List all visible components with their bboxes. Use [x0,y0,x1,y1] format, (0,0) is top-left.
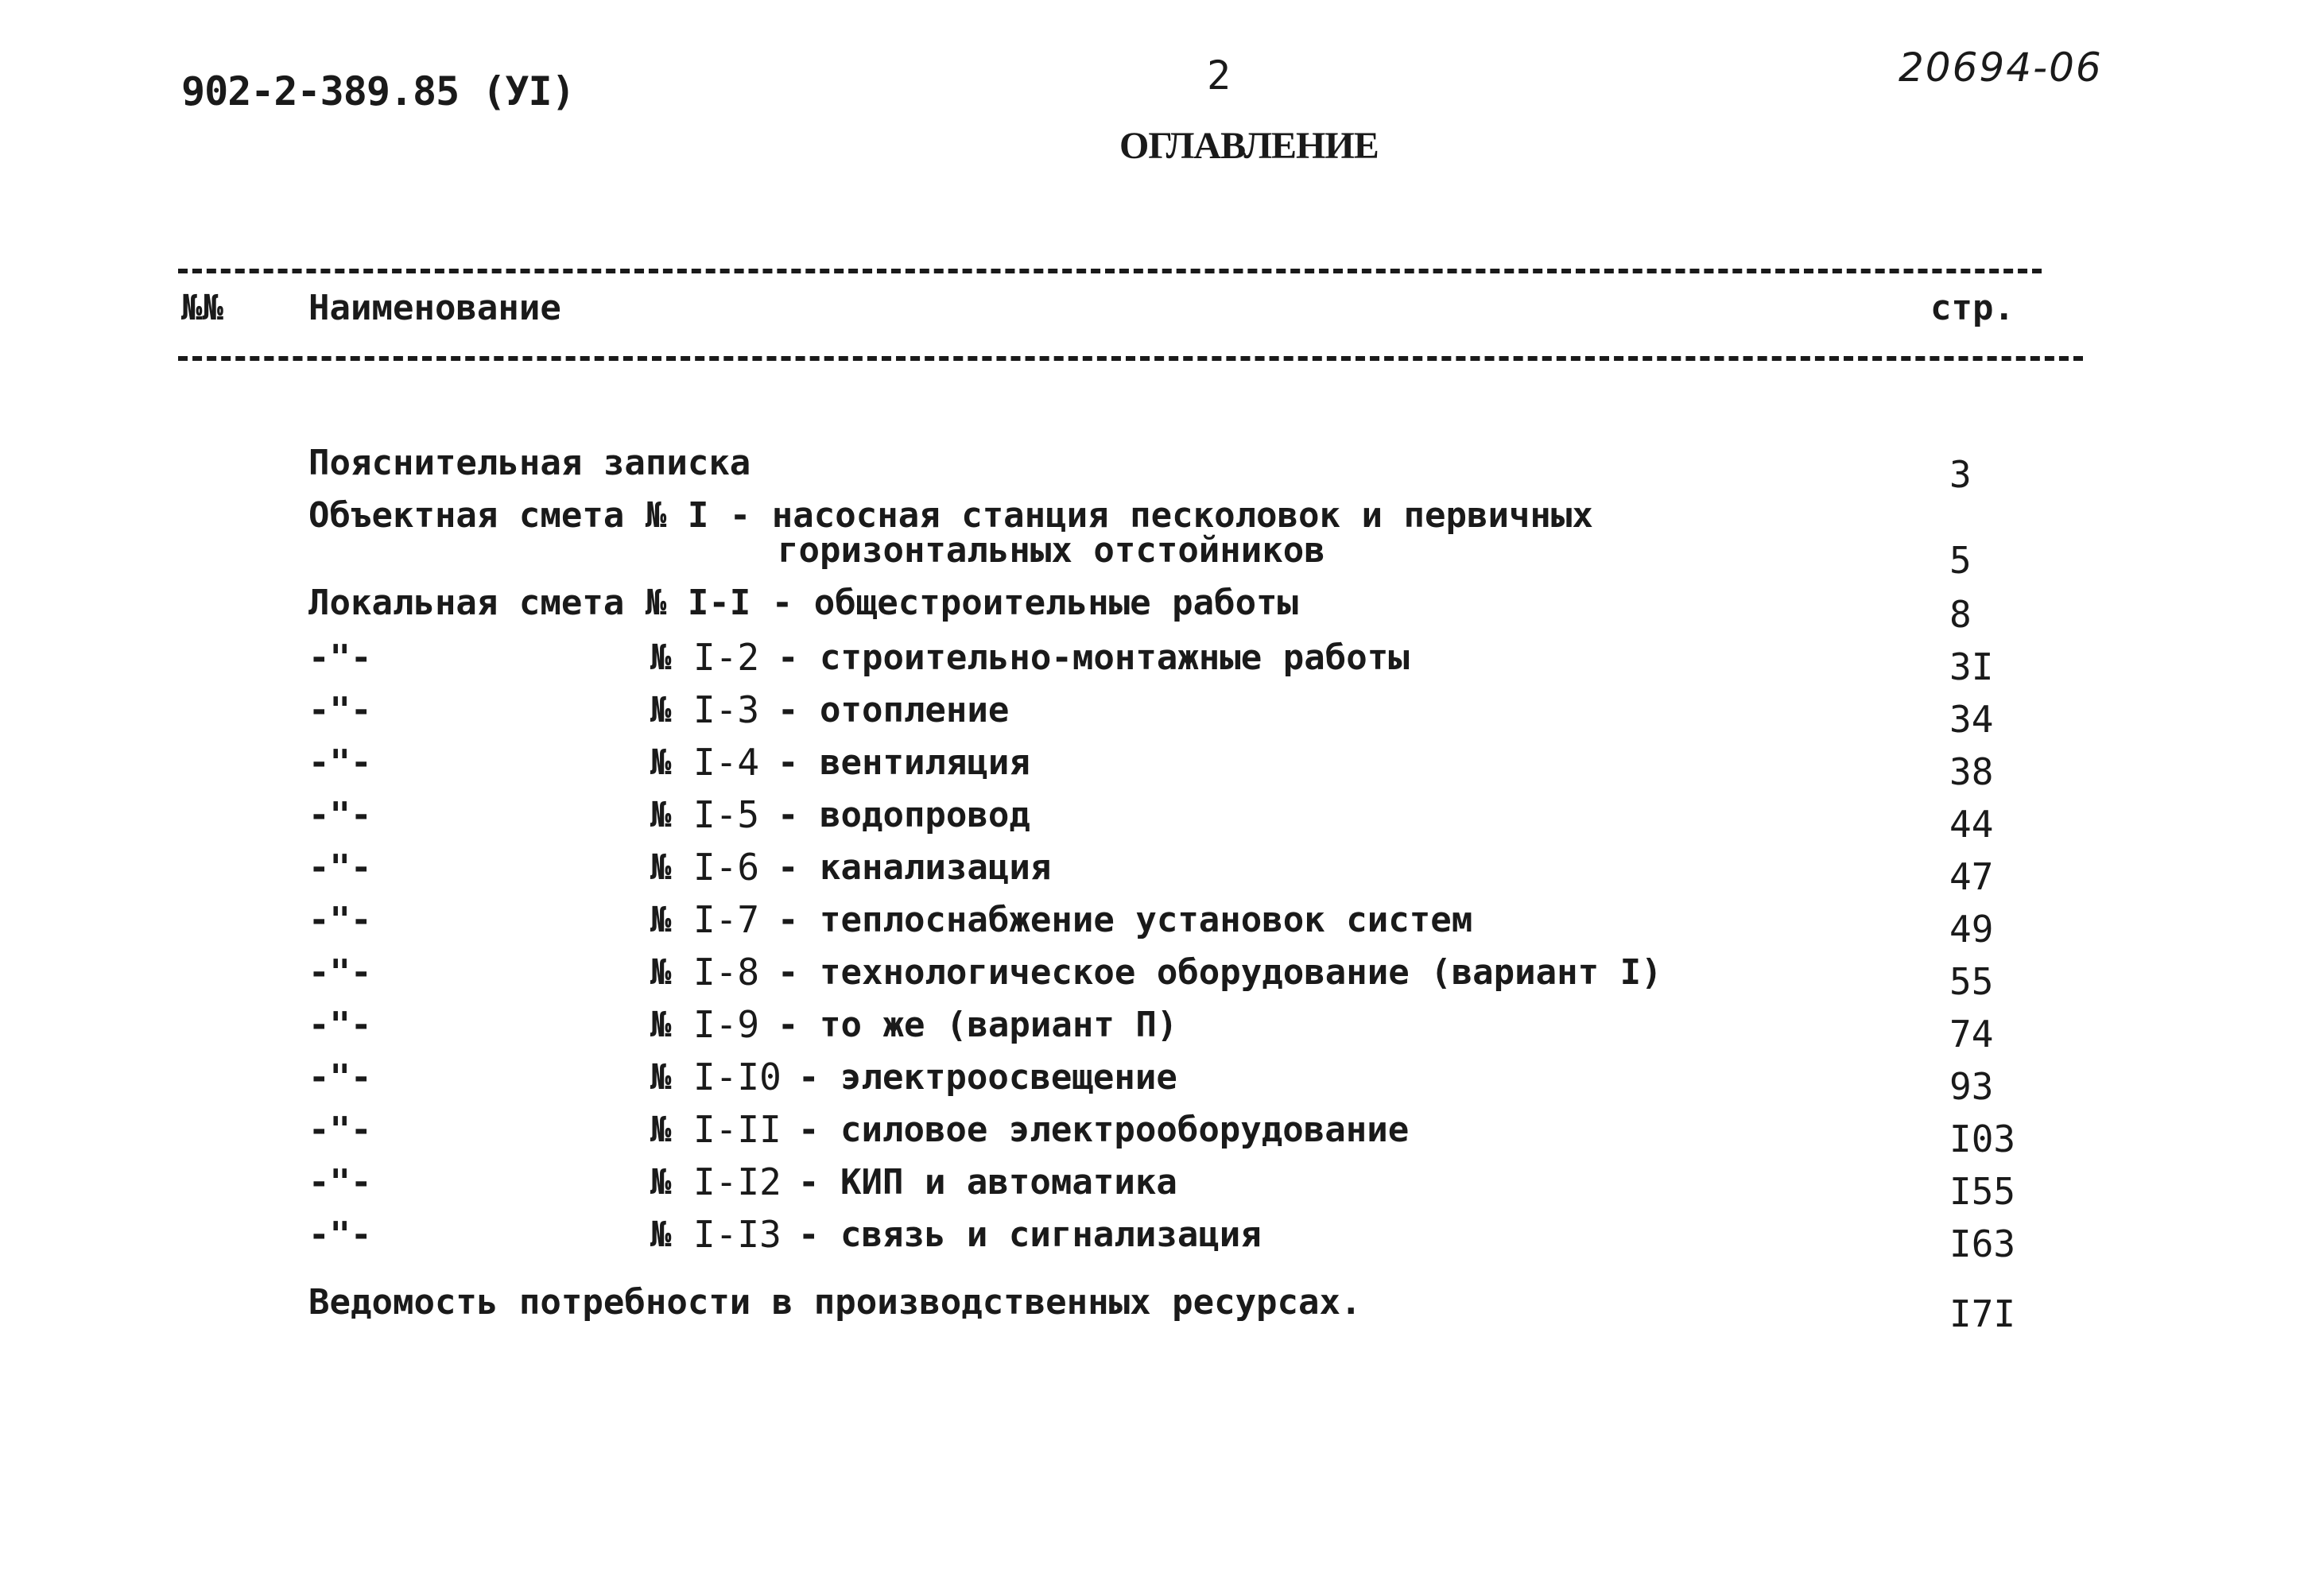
page-number: 2 [1207,52,1231,99]
toc-entry-number-sign: № [650,795,672,835]
toc-entry-title: - отопление [778,690,1010,730]
toc-entry-code: I-I3 [693,1213,782,1256]
toc-entry-number-sign: № [650,900,672,940]
toc-entry-ditto: -"- [308,742,372,783]
toc-entry-page: 55 [1949,960,1994,1003]
toc-entry-code: I-3 [693,688,760,731]
toc-entry-title: - то же (вариант П) [778,1005,1178,1045]
toc-entry-code: I-5 [693,793,760,836]
toc-entry-number-sign: № [650,847,672,888]
toc-entry-code: I-I0 [693,1056,782,1098]
toc-entry-number-sign: № [650,742,672,783]
toc-entry-ditto: -"- [308,1162,372,1203]
toc-entry-title: - технологическое оборудование (вариант I) [778,952,1662,993]
toc-entry-ditto: -"- [308,952,372,993]
toc-entry-number-sign: № [650,1214,672,1255]
toc-entry-ditto: -"- [308,1057,372,1098]
document-code: 902-2-389.85 (УI) [181,68,575,114]
toc-entry-title: Локальная смета № I-I - общестроительные работы [308,583,1299,623]
toc-entry-ditto: -"- [308,1214,372,1255]
column-header-page: стр. [1930,288,2015,328]
toc-entry-page: 74 [1949,1013,1994,1056]
toc-entry-page: 93 [1949,1065,1994,1108]
toc-entry-ditto: -"- [308,637,372,678]
toc-entry-title: Пояснительная записка [308,443,751,483]
toc-entry-ditto: -"- [308,795,372,835]
toc-entry-number-sign: № [650,952,672,993]
toc-entry-ditto: -"- [308,690,372,730]
toc-entry-number-sign: № [650,1057,672,1098]
toc-entry-number-sign: № [650,1005,672,1045]
toc-entry-page: 3I [1949,645,1994,688]
toc-entry-code: I-2 [693,636,760,679]
table-rule-top [178,269,2042,273]
toc-entry-code: I-II [693,1108,782,1151]
toc-entry-ditto: -"- [308,900,372,940]
toc-entry-page: I03 [1949,1118,2016,1160]
toc-entry-title: - электроосвещение [798,1057,1177,1098]
toc-entry-title: - связь и сигнализация [798,1214,1262,1255]
toc-entry-page: I7I [1949,1292,2016,1335]
toc-entry-page: 38 [1949,750,1994,793]
toc-entry-title: - канализация [778,847,1052,888]
toc-entry-number-sign: № [650,637,672,678]
toc-entry-number-sign: № [650,1162,672,1203]
toc-entry-title: - теплоснабжение установок систем [778,900,1473,940]
archive-number: 20694-06 [1899,45,2103,91]
toc-entry-page: I55 [1949,1170,2016,1213]
toc-entry-title: Объектная смета № I - насосная станция песколовок и первичных [308,495,1593,536]
toc-entry-number-sign: № [650,690,672,730]
toc-entry-title: - строительно-монтажные работы [778,637,1410,678]
toc-entry-page: 5 [1949,539,1972,582]
toc-entry-code: I-I2 [693,1160,782,1203]
column-header-name: Наименование [308,288,561,328]
toc-entry-title-continued: горизонтальных отстойников [778,530,1325,571]
toc-entry-title: - силовое электрооборудование [798,1110,1410,1150]
toc-entry-ditto: -"- [308,1110,372,1150]
page-title: ОГЛАВЛЕНИЕ [1119,125,1379,167]
toc-entry-page: 3 [1949,453,1972,496]
toc-entry-page: 44 [1949,803,1994,846]
toc-entry-code: I-6 [693,846,760,889]
column-header-number: №№ [181,288,223,328]
toc-entry-page: 49 [1949,908,1994,951]
toc-entry-page: 47 [1949,855,1994,898]
toc-entry-code: I-9 [693,1003,760,1046]
toc-entry-title: - вентиляция [778,742,1030,783]
toc-entry-code: I-8 [693,951,760,994]
toc-entry-number-sign: № [650,1110,672,1150]
toc-entry-code: I-7 [693,898,760,941]
toc-entry-code: I-4 [693,741,760,784]
toc-entry-page: 8 [1949,593,1972,636]
table-rule-bottom [178,356,2083,361]
toc-entry-page: 34 [1949,698,1994,741]
toc-entry-page: I63 [1949,1222,2016,1265]
toc-entry-title: - водопровод [778,795,1030,835]
toc-entry-title: Ведомость потребности в производственных ресурсах. [308,1282,1362,1323]
toc-entry-title: - КИП и автоматика [798,1162,1177,1203]
toc-entry-ditto: -"- [308,847,372,888]
toc-entry-ditto: -"- [308,1005,372,1045]
